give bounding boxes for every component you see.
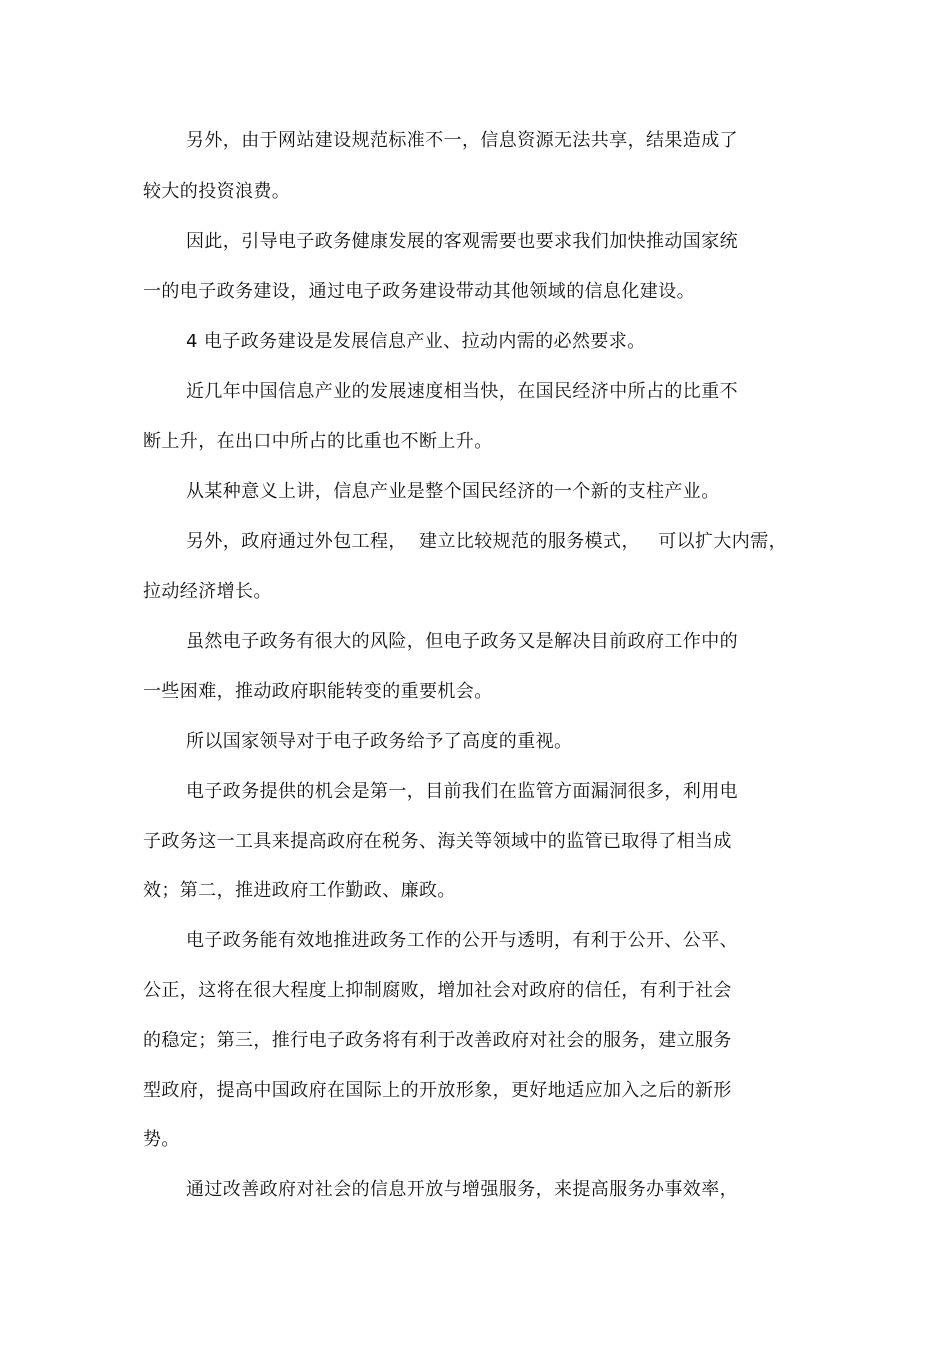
text-line: 近几年中国信息产业的发展速度相当快，在国民经济中所占的比重不 [186, 381, 738, 402]
text-line: 因此，引导电子政务健康发展的客观需要也要求我们加快推动国家统 [186, 231, 738, 252]
text-line: 的稳定；第三，推行电子政务将有利于改善政府对社会的服务，建立服务 [143, 1030, 732, 1051]
text-line: 所以国家领导对于电子政务给予了高度的重视。 [186, 731, 573, 752]
text-line: 4 电子政务建设是发展信息产业、拉动内需的必然要求。 [186, 331, 646, 352]
text-line: 一些困难，推动政府职能转变的重要机会。 [143, 681, 493, 702]
text-line: 另外，由于网站建设规范标准不一，信息资源无法共享，结果造成了 [186, 130, 738, 151]
text-line: 势。 [143, 1129, 180, 1150]
text-line: 断上升，在出口中所占的比重也不断上升。 [143, 431, 493, 452]
text-line: 子政务这一工具来提高政府在税务、海关等领域中的监管已取得了相当成 [143, 831, 732, 852]
text-line: 电子政务能有效地推进政务工作的公开与透明，有利于公开、公平、 [186, 930, 738, 951]
text-line: 电子政务提供的机会是第一，目前我们在监管方面漏洞很多，利用电 [186, 781, 738, 802]
text-line: 型政府，提高中国政府在国际上的开放形象，更好地适应加入之后的新形 [143, 1080, 732, 1101]
text-line: 较大的投资浪费。 [143, 181, 291, 202]
text-line: 效；第二，推进政府工作勤政、廉政。 [143, 880, 456, 901]
text-line: 另外，政府通过外包工程， 建立比较规范的服务模式， 可以扩大内需， [186, 531, 788, 552]
text-line: 拉动经济增长。 [143, 581, 272, 602]
text-line: 公正，这将在很大程度上抑制腐败，增加社会对政府的信任，有利于社会 [143, 980, 732, 1001]
text-line: 一的电子政务建设，通过电子政务建设带动其他领域的信息化建设。 [143, 281, 695, 302]
text-line: 通过改善政府对社会的信息开放与增强服务，来提高服务办事效率， [186, 1179, 738, 1200]
text-line: 虽然电子政务有很大的风险，但电子政务又是解决目前政府工作中的 [186, 631, 738, 652]
text-line: 从某种意义上讲，信息产业是整个国民经济的一个新的支柱产业。 [186, 481, 720, 502]
